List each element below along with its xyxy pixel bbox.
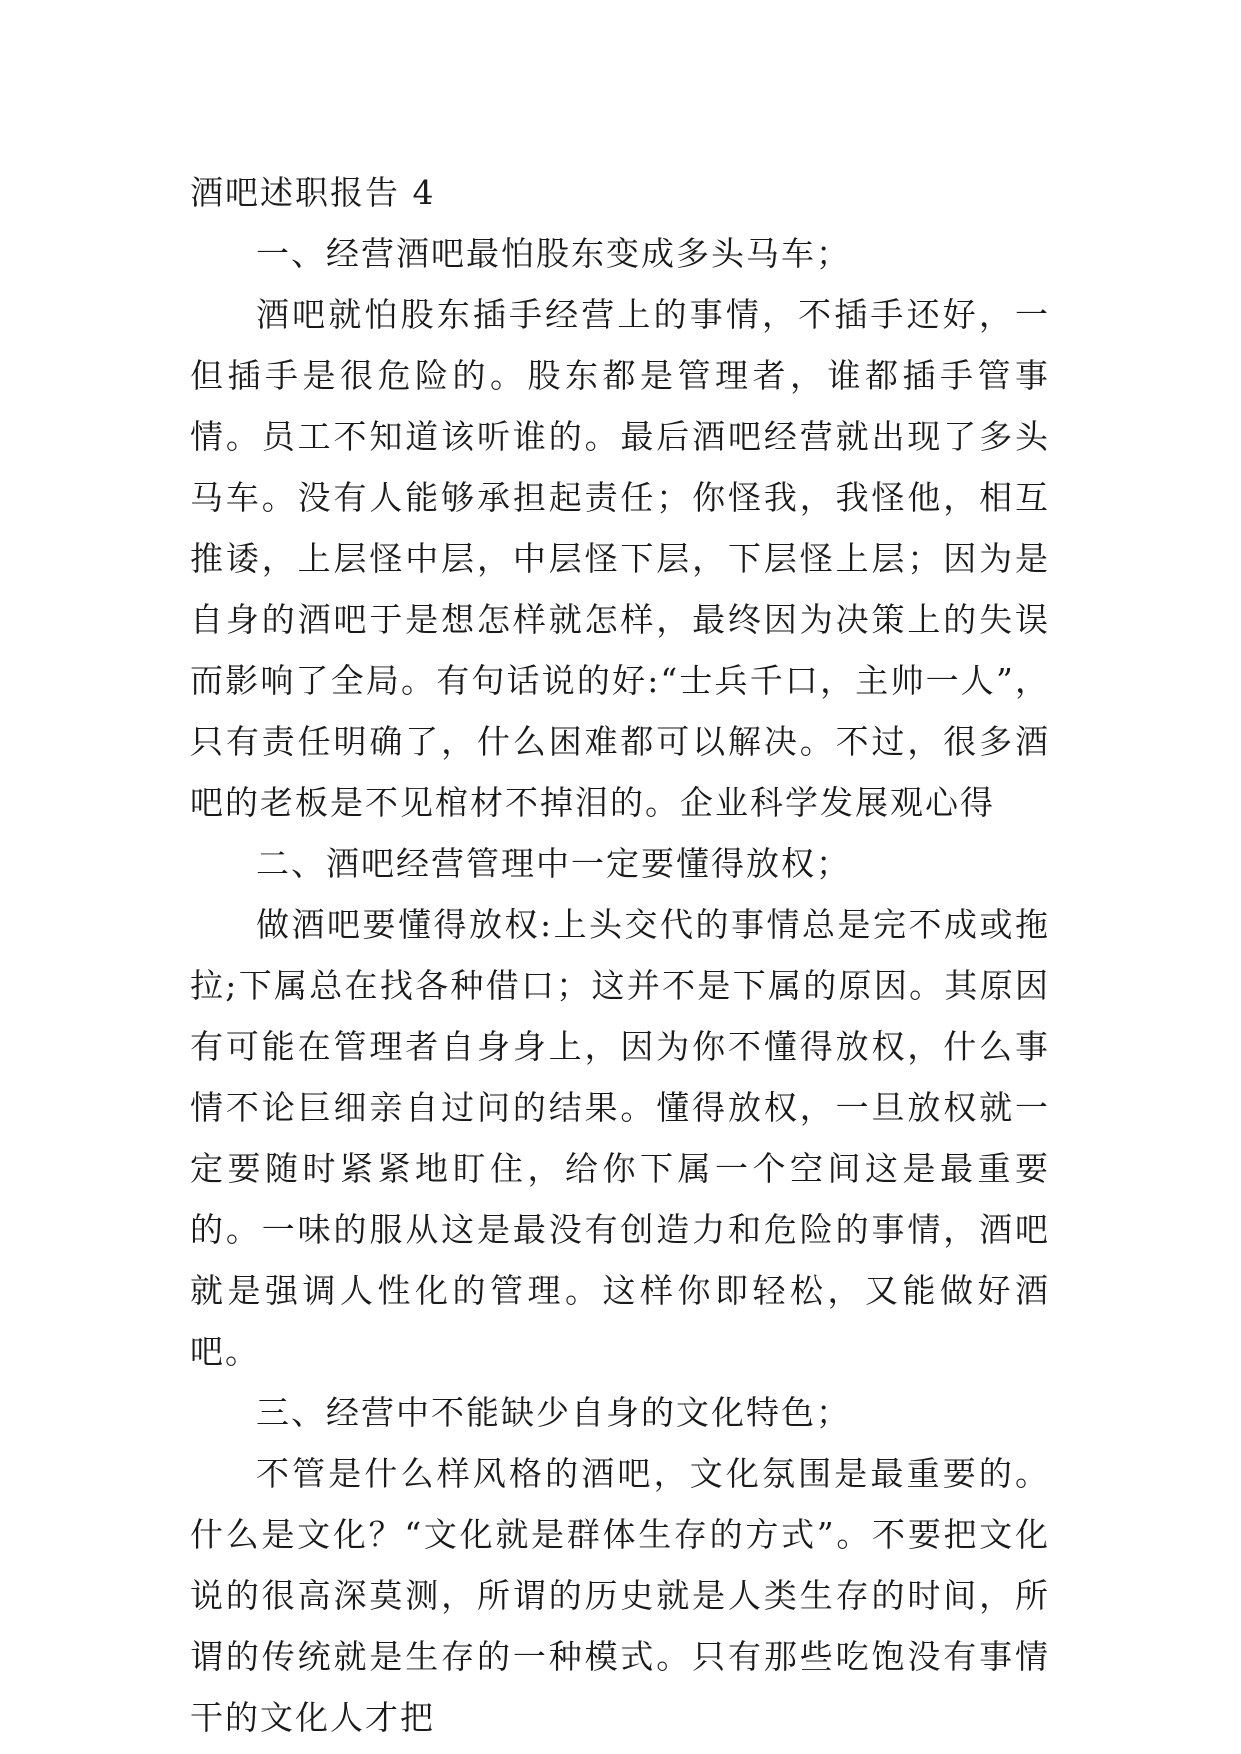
document-body <box>190 162 1050 1748</box>
document-title: 酒吧述职报告 4 <box>190 173 436 212</box>
section-heading-2: 二、酒吧经营管理中一定要懂得放权； <box>256 844 851 883</box>
paragraph-2: 做酒吧要懂得放权:上头交代的事情总是完不成或拖拉;下属总在找各种借口；这并不是下属的原因。其原因有可能在管理者自身身上，因为你不懂得放权，什么事情不论巨细亲自过问的结果。懂得放权，一旦放权就一定要随时紧紧地盯住，给你下属一个空间这是最重要的。一味的服从这是最没有创造力和危险的事情，酒吧就是强调人性化的管理。这样你即轻松，又能做好酒吧。 <box>190 905 1050 1371</box>
paragraph-3: 不管是什么样风格的酒吧，文化氛围是最重要的。什么是文化？“文化就是群体生存的方式”。不要把文化说的很高深莫测，所谓的历史就是人类生存的时间，所谓的传统就是生存的一种模式。只有那些吃饱没有事情干的文化人才把 <box>190 1454 1050 1737</box>
paragraph-1: 酒吧就怕股东插手经营上的事情，不插手还好，一但插手是很危险的。股东都是管理者，谁都插手管事情。员工不知道该听谁的。最后酒吧经营就出现了多头马车。没有人能够承担起责任；你怪我，我怪他，相互推诿，上层怪中层，中层怪下层，下层怪上层；因为是自身的酒吧于是想怎样就怎样，最终因为决策上的失误而影响了全局。有句话说的好:“士兵千口，主帅一人”，只有责任明确了，什么困难都可以解决。不过，很多酒吧的老板是不见棺材不掉泪的。企业科学发展观心得 <box>190 295 1050 822</box>
section-heading-1: 一、经营酒吧最怕股东变成多头马车； <box>256 234 851 273</box>
section-heading-3: 三、经营中不能缺少自身的文化特色； <box>256 1393 851 1432</box>
